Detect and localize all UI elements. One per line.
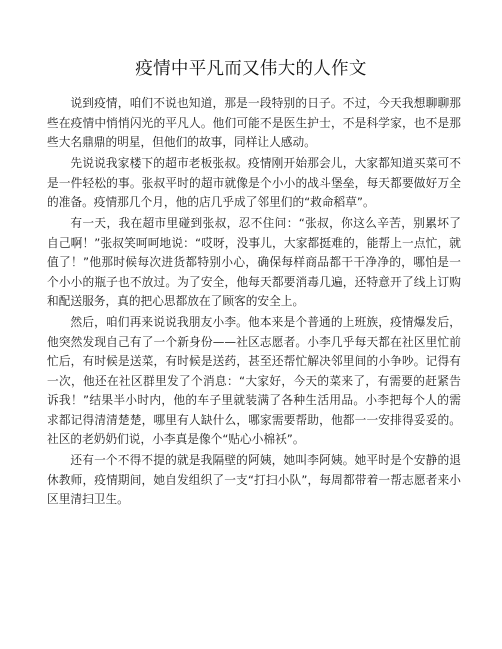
paragraph: 有一天，我在超市里碰到张叔，忍不住问：“张叔，你这么辛苦，别累坏了自己啊！”张叔笑呵呵地说：“哎呀，没事儿，大家都挺难的，能帮上一点忙，就值了！”他那时候每次进货都特别小心，确保每样商品都干干净净的，哪怕是一个小小的瓶子也不放过。为了安全，他每天都要消毒几遍，还特意开了线上订购和配送服务，真的把心思都放在了顾客的安全上。 [47, 216, 461, 308]
document-title: 疫情中平凡而又伟大的人作文 [135, 59, 367, 79]
paragraph: 说到疫情，咱们不说也知道，那是一段特别的日子。不过，今天我想聊聊那些在疫情中悄悄闪光的平凡人。他们可能不是医生护士，不是科学家，也不是那些大名鼎鼎的明星，但他们的故事，同样让人感动。 [47, 96, 461, 149]
paragraph: 先说说我家楼下的超市老板张叔。疫情刚开始那会儿，大家都知道买菜可不是一件轻松的事。张叔平时的超市就像是个小小的战斗堡垒，每天都要做好万全的准备。疫情那几个月，他的店几乎成了邻里们的“救命稻草”。 [47, 156, 461, 209]
paragraph: 还有一个不得不提的就是我隔壁的阿姨，她叫李阿姨。她平时是个安静的退休教师，疫情期间，她自发组织了一支“打扫小队”，每周都带着一帮志愿者来小区里清扫卫生。 [47, 453, 461, 506]
document-body [47, 94, 461, 510]
paragraph: 然后，咱们再来说说我朋友小李。他本来是个普通的上班族，疫情爆发后，他突然发现自己有了一个新身份——社区志愿者。小李几乎每天都在社区里忙前忙后，有时候是送菜，有时候是送药，甚至还帮忙解决邻里间的小争吵。记得有一次，他还在社区群里发了个消息：“大家好，今天的菜来了，有需要的赶紧告诉我！”结果半小时内，他的车子里就装满了各种生活用品。小李把每个人的需求都记得清清楚楚，哪里有人缺什么，哪家需要帮助，他都一一安排得妥妥的。社区的老奶奶们说，小李真是像个“贴心小棉袄”。 [47, 315, 461, 446]
